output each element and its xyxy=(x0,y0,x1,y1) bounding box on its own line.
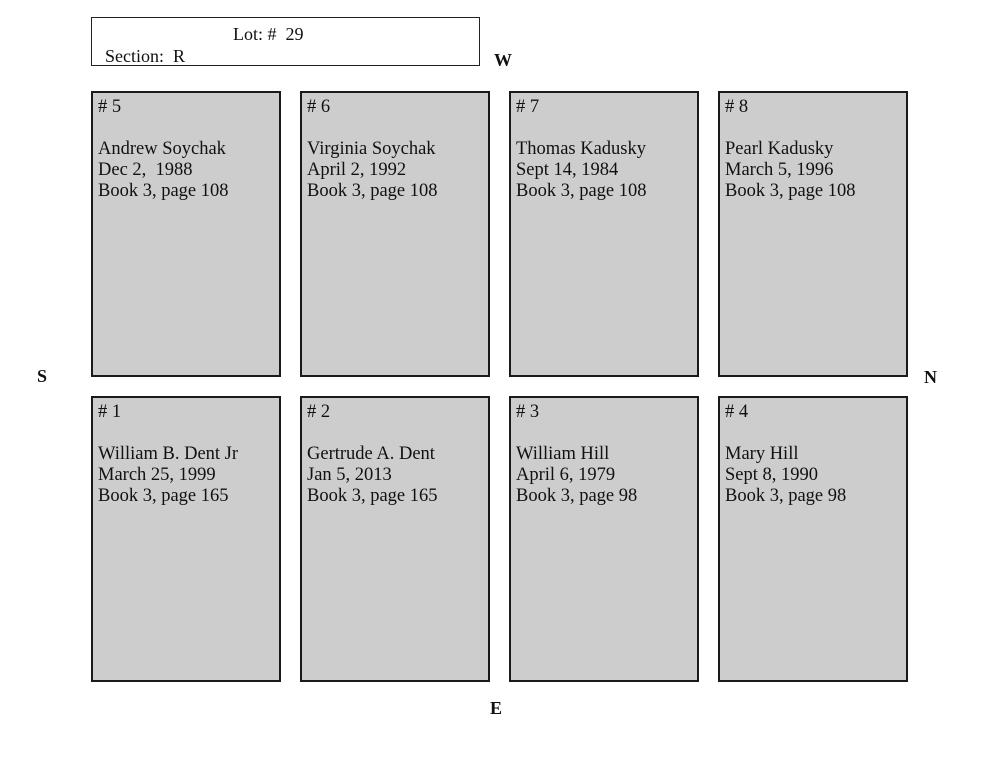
plot-number: # 8 xyxy=(725,97,749,117)
plot-name: William Hill xyxy=(516,444,610,464)
plot-record: Book 3, page 165 xyxy=(98,486,229,506)
plot-record: Book 3, page 98 xyxy=(516,486,638,506)
plot-8 xyxy=(718,91,908,377)
section-label: Section: R xyxy=(105,46,185,66)
plot-record: Book 3, page 108 xyxy=(98,181,229,201)
plot-name: Gertrude A. Dent xyxy=(307,444,435,464)
plot-number: # 2 xyxy=(307,402,331,422)
plot-date: Dec 2, 1988 xyxy=(98,160,193,180)
plot-record: Book 3, page 108 xyxy=(307,181,438,201)
plot-date: Sept 14, 1984 xyxy=(516,160,619,180)
plot-number: # 6 xyxy=(307,97,331,117)
plot-record: Book 3, page 108 xyxy=(725,181,856,201)
plot-name: Andrew Soychak xyxy=(98,139,226,159)
plot-date: March 25, 1999 xyxy=(98,465,216,485)
compass-east-label: E xyxy=(490,698,503,718)
plot-date: Sept 8, 1990 xyxy=(725,465,819,485)
plot-number: # 3 xyxy=(516,402,540,422)
plot-record: Book 3, page 165 xyxy=(307,486,438,506)
plot-7 xyxy=(509,91,699,377)
plot-3 xyxy=(509,396,699,682)
plot-name: Thomas Kadusky xyxy=(516,139,646,159)
plot-6 xyxy=(300,91,490,377)
section-lot-header xyxy=(91,17,480,66)
plot-4 xyxy=(718,396,908,682)
plot-5 xyxy=(91,91,281,377)
plot-number: # 5 xyxy=(98,97,122,117)
plot-date: March 5, 1996 xyxy=(725,160,834,180)
plot-name: William B. Dent Jr xyxy=(98,444,239,464)
plot-number: # 7 xyxy=(516,97,540,117)
plot-name: Virginia Soychak xyxy=(307,139,436,159)
plot-date: April 2, 1992 xyxy=(307,160,407,180)
plot-date: Jan 5, 2013 xyxy=(307,465,392,485)
plot-2 xyxy=(300,396,490,682)
plot-date: April 6, 1979 xyxy=(516,465,616,485)
plot-number: # 4 xyxy=(725,402,749,422)
compass-north-label: N xyxy=(924,367,937,387)
plot-name: Pearl Kadusky xyxy=(725,139,834,159)
compass-west-label: W xyxy=(494,50,512,70)
plot-record: Book 3, page 108 xyxy=(516,181,647,201)
compass-south-label: S xyxy=(37,366,48,386)
lot-label: Lot: # 29 xyxy=(233,24,304,44)
plot-name: Mary Hill xyxy=(725,444,799,464)
plot-number: # 1 xyxy=(98,402,122,422)
plot-1 xyxy=(91,396,281,682)
plot-record: Book 3, page 98 xyxy=(725,486,847,506)
